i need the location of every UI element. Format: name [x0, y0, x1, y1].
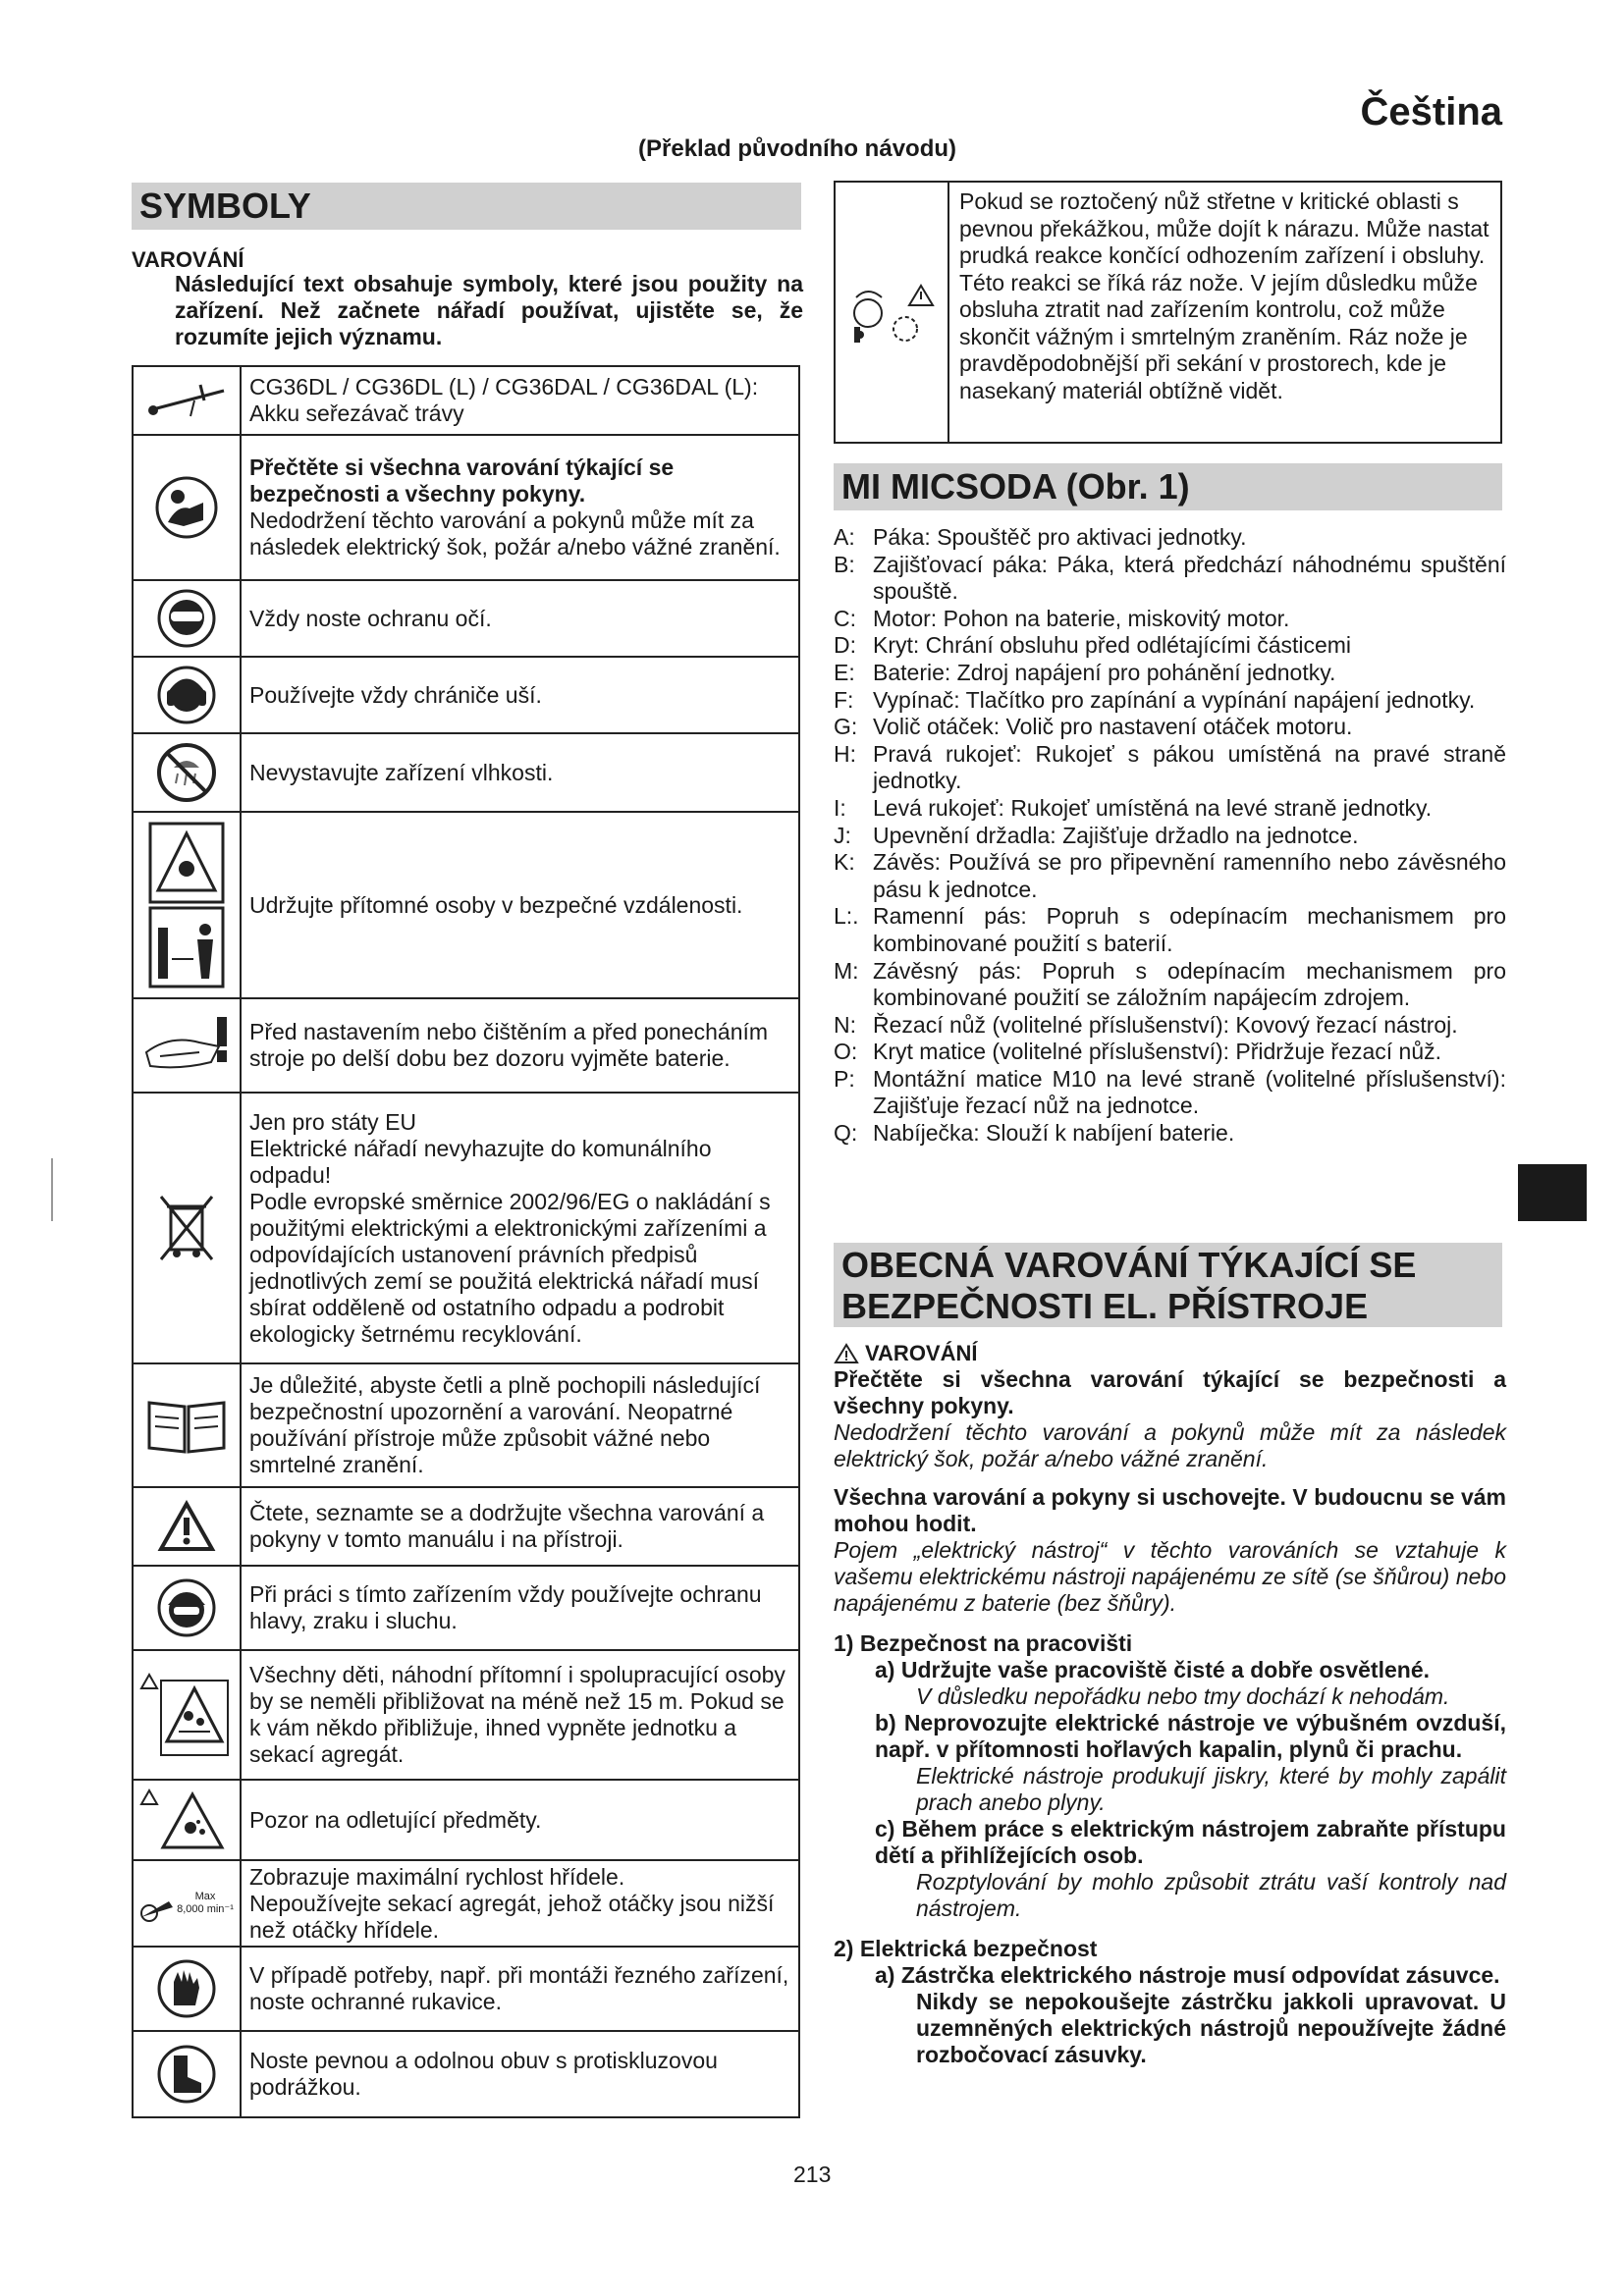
part-key: O:	[834, 1039, 858, 1065]
keep-distance-icon	[134, 813, 242, 997]
symbol-row	[134, 997, 798, 1092]
list-item	[834, 606, 1506, 633]
symbols-table	[132, 365, 800, 2118]
eye-protection-icon	[134, 581, 242, 656]
symbol-text: Elektrické nářadí nevyhazujte do komunálního odpadu!	[249, 1135, 712, 1188]
part-key: I:	[834, 794, 846, 821]
list-item	[834, 958, 1506, 1012]
rule-explanation: Rozptylování by mohlo způsobit ztrátu vaší kontroly nad nástrojem.	[916, 1869, 1506, 1921]
paragraph-italic: Nedodržení těchto varování a pokynů může mít za následek elektrický šok, požár a/nebo vážné zranění.	[834, 1419, 1506, 1471]
section-heading: 1) Bezpečnost na pracovišti	[834, 1630, 1133, 1656]
part-key: N:	[834, 1011, 856, 1038]
part-key: J:	[834, 822, 851, 848]
part-description: Zajišťovací páka: Páka, která předchází náhodnému spuštění spouště.	[873, 551, 1506, 605]
part-description: Závěs: Používá se pro připevnění ramenního nebo závěsného pásu k jednotce.	[873, 849, 1506, 902]
part-description: Pravá rukojeť: Rukojeť s pákou umístěná na pravé straně jednotky.	[873, 740, 1506, 794]
part-description: Ramenní pás: Popruh s odepínacím mechanismem pro kombinované použití s baterií.	[873, 903, 1506, 956]
symbol-text: Akku seřezávač trávy	[249, 400, 464, 426]
symbol-text: Nedodržení těchto varování a pokynů může mít za následek elektrický šok, požár a/nebo vážné zranění.	[249, 507, 781, 560]
symbol-text: Podle evropské směrnice 2002/96/EG o nakládání s použitými elektrickými a elektronickými zařízeními a odpovídajících ustanovení právních předpisů jednotlivých zemí se použitá elektrická nářadí musí sbírat odděleně od ostatního odpadu a podrobit ekologicky šetrnému recyklování.	[249, 1188, 771, 1347]
warning-triangle-icon	[134, 1488, 242, 1565]
symbol-row	[134, 1362, 798, 1486]
part-description: Kryt matice (volitelné příslušenství): Přidržuje řezací nůž.	[873, 1039, 1442, 1065]
list-item	[834, 849, 1506, 903]
general-warning-heading	[834, 1341, 978, 1366]
kickback-warning-box	[834, 181, 1502, 444]
part-key: P:	[834, 1065, 855, 1092]
symbol-text-bold: Přečtěte si všechna varování týkající se bezpečnosti a všechny pokyny.	[249, 454, 675, 507]
parts-section-title: MI MICSODA (Obr. 1)	[834, 463, 1502, 510]
list-item	[834, 524, 1506, 552]
symbol-row	[134, 1092, 798, 1362]
list-item	[834, 823, 1506, 850]
bystanders-15m-icon	[134, 1651, 242, 1779]
head-protection-icon	[134, 1567, 242, 1649]
symbol-text: Je důležité, abyste četli a plně pochopili následující bezpečnostní upozornění a varování. Neopatrné používání přístroje může způsobit vážné nebo smrtelné zranění.	[249, 1372, 761, 1477]
rule-item: b) Neprovozujte elektrické nástroje ve výbušném ovzduší, např. v přítomnosti hořlavých kapalin, plynů či prachu.	[875, 1710, 1506, 1762]
part-description: Řezací nůž (volitelné příslušenství): Kovový řezací nástroj.	[873, 1011, 1458, 1038]
rule-explanation: V důsledku nepořádku nebo tmy dochází k nehodám.	[916, 1683, 1450, 1709]
part-description: Montážní matice M10 na levé straně (volitelné příslušenství): Zajišťuje řezací nůž na jednotce.	[873, 1065, 1506, 1119]
kickback-text: Pokud se roztočený nůž střetne v kritické oblasti s pevnou překážkou, může dojít k nárazu. Může nastat prudká reakce končící odhozením zařízení i obsluhy. Této reakci se říká ráz nože. V jejím důsledku může obsluha ztratit nad zařízením kontrolu, což může skončit vážným i smrtelným zraněním. Ráz nože je pravděpodobnější při sekání v prostorech, kde je nasekaný materiál obtížně vidět.	[959, 188, 1489, 403]
symbol-row	[134, 579, 798, 656]
read-manual-icon	[134, 436, 242, 579]
parts-list	[834, 524, 1506, 1148]
symbol-row	[134, 1859, 798, 1946]
symbol-text: Vždy noste ochranu očí.	[249, 605, 492, 631]
part-description: Kryt: Chrání obsluhu před odlétajícími částicemi	[873, 632, 1352, 659]
symbol-text: Čtete, seznamte se a dodržujte všechna varování a pokyny v tomto manuálu i na přístroji.	[249, 1500, 765, 1552]
max-speed-value: 8,000 min⁻¹	[177, 1903, 234, 1915]
part-key: C:	[834, 605, 856, 631]
warning-label: VAROVÁNÍ	[865, 1341, 978, 1365]
part-description: Vypínač: Tlačítko pro zapínání a vypínání napájení jednotky.	[873, 686, 1476, 713]
part-key: H:	[834, 740, 856, 767]
symbol-row	[134, 367, 798, 434]
rule-item: a) Zástrčka elektrického nástroje musí odpovídat zásuvce.	[875, 1962, 1500, 1988]
symbol-text: CG36DL / CG36DL (L) / CG36DAL / CG36DAL (L):	[249, 374, 759, 400]
rule-item: a) Udržujte vaše pracoviště čisté a dobře osvětlené.	[875, 1657, 1431, 1682]
symbol-text: Při práci s tímto zařízením vždy používejte ochranu hlavy, zraku i sluchu.	[249, 1581, 762, 1633]
part-description: Závěsný pás: Popruh s odepínacím mechanismem pro kombinované použití se záložním napájecím zdrojem.	[873, 957, 1506, 1011]
gloves-icon	[134, 1948, 242, 2030]
list-item	[834, 741, 1506, 795]
trimmer-icon	[134, 367, 242, 434]
symbol-text: Před nastavením nebo čištěním a před ponecháním stroje po delší dobu bez dozoru vyjměte baterie.	[249, 1019, 769, 1071]
symbol-text: Všechny děti, náhodní přítomní i spolupracující osoby by se neměli přibližovat na méně než 15 m. Pokud se k vám někdo přibližuje, ihned vypněte jednotku a sekací agregát.	[249, 1662, 785, 1767]
symbols-intro: Následující text obsahuje symboly, které jsou použity na zařízení. Než začnete nářadí používat, ujistěte se, že rozumíte jejich významu.	[175, 271, 803, 349]
list-item	[834, 795, 1506, 823]
translation-subtitle: (Překlad původního návodu)	[638, 135, 957, 162]
part-key: K:	[834, 849, 855, 876]
symbol-row	[134, 1565, 798, 1649]
kickback-icon	[836, 183, 949, 442]
list-item	[834, 660, 1506, 687]
symbol-row	[134, 434, 798, 579]
list-item	[834, 687, 1506, 715]
symbol-text: Noste pevnou a odolnou obuv s protiskluzovou podrážkou.	[249, 2048, 718, 2100]
weee-bin-icon	[134, 1094, 242, 1362]
symbol-row	[134, 1779, 798, 1859]
symbol-row	[134, 2030, 798, 2116]
symbol-text: Nevystavujte zařízení vlhkosti.	[249, 759, 554, 785]
flying-objects-icon	[134, 1781, 242, 1859]
paragraph-italic: Pojem „elektrický nástroj“ v těchto varováních se vztahuje k vašemu elektrickému nástroji napájenému ze sítě (se šňůrou) nebo napájenému z baterie (bez šňůry).	[834, 1537, 1506, 1616]
symbol-text: Používejte vždy chrániče uší.	[249, 681, 542, 708]
rule-item: c) Během práce s elektrickým nástrojem zabraňte přístupu dětí a přihlížejících osob.	[875, 1816, 1506, 1868]
list-item	[834, 632, 1506, 660]
list-item	[834, 552, 1506, 606]
remove-battery-icon	[134, 999, 242, 1092]
part-key: Q:	[834, 1120, 858, 1147]
list-item	[834, 1012, 1506, 1040]
part-key: B:	[834, 551, 855, 577]
symbol-row	[134, 1486, 798, 1565]
symbol-text: Jen pro státy EU	[249, 1108, 417, 1135]
part-description: Motor: Pohon na baterie, miskovitý motor.	[873, 605, 1290, 631]
max-speed-icon	[134, 1861, 242, 1946]
list-item	[834, 1120, 1506, 1148]
paragraph-bold: Všechna varování a pokyny si uschovejte. V budoucnu se vám mohou hodit.	[834, 1484, 1506, 1536]
part-key: A:	[834, 524, 855, 550]
list-item	[834, 903, 1506, 957]
part-description: Nabíječka: Slouží k nabíjení baterie.	[873, 1120, 1235, 1147]
no-rain-icon	[134, 734, 242, 811]
part-key: G:	[834, 714, 858, 740]
margin-line	[51, 1158, 53, 1221]
open-book-icon	[134, 1364, 242, 1486]
part-key: D:	[834, 632, 856, 659]
part-key: L:.	[834, 903, 859, 930]
rule-explanation: Nikdy se nepokoušejte zástrčku jakkoli upravovat. U uzemněných elektrických nástrojů nepoužívejte žádné rozbočovací zásuvky.	[916, 1989, 1506, 2067]
symbol-row	[134, 1946, 798, 2030]
rule-explanation: Elektrické nástroje produkují jiskry, které by mohly zapálit prach anebo plyny.	[916, 1763, 1506, 1815]
page-number: 213	[793, 2162, 832, 2187]
part-description: Volič otáček: Volič pro nastavení otáček motoru.	[873, 714, 1353, 740]
chapter-tab-marker	[1518, 1164, 1587, 1221]
part-key: E:	[834, 659, 855, 685]
list-item	[834, 1039, 1506, 1066]
list-item	[834, 714, 1506, 741]
part-description: Páka: Spouštěč pro aktivaci jednotky.	[873, 524, 1247, 550]
paragraph-bold: Přečtěte si všechna varování týkající se bezpečnosti a všechny pokyny.	[834, 1366, 1506, 1418]
general-warnings-body	[834, 1366, 1506, 2068]
symbol-text: V případě potřeby, např. při montáži řezného zařízení, noste ochranné rukavice.	[249, 1962, 789, 2014]
symbol-row	[134, 732, 798, 811]
section-heading: 2) Elektrická bezpečnost	[834, 1936, 1098, 1961]
ear-protection-icon	[134, 658, 242, 732]
symbol-row	[134, 656, 798, 732]
boots-icon	[134, 2032, 242, 2116]
symbol-row	[134, 1649, 798, 1779]
warning-label: VAROVÁNÍ	[132, 247, 244, 272]
part-description: Baterie: Zdroj napájení pro pohánění jednotky.	[873, 659, 1336, 685]
symbol-text: Nepoužívejte sekací agregát, jehož otáčky jsou nižší než otáčky hřídele.	[249, 1890, 775, 1943]
general-warnings-title: OBECNÁ VAROVÁNÍ TÝKAJÍCÍ SE BEZPEČNOSTI EL. PŘÍSTROJE	[834, 1243, 1502, 1327]
symbol-text: Udržujte přítomné osoby v bezpečné vzdálenosti.	[249, 891, 743, 918]
part-key: F:	[834, 686, 854, 713]
language-label: Čeština	[1360, 90, 1502, 133]
warning-triangle-icon	[834, 1343, 859, 1364]
symbol-row	[134, 811, 798, 997]
part-description: Levá rukojeť: Rukojeť umístěná na levé straně jednotky.	[873, 794, 1433, 821]
part-description: Upevnění držadla: Zajišťuje držadlo na jednotce.	[873, 822, 1359, 848]
max-label: Max	[194, 1891, 216, 1902]
symbol-text: Pozor na odletující předměty.	[249, 1806, 542, 1833]
part-key: M:	[834, 957, 859, 984]
list-item	[834, 1066, 1506, 1120]
symbol-text: Zobrazuje maximální rychlost hřídele.	[249, 1863, 625, 1890]
symbols-section-title: SYMBOLY	[132, 183, 801, 230]
